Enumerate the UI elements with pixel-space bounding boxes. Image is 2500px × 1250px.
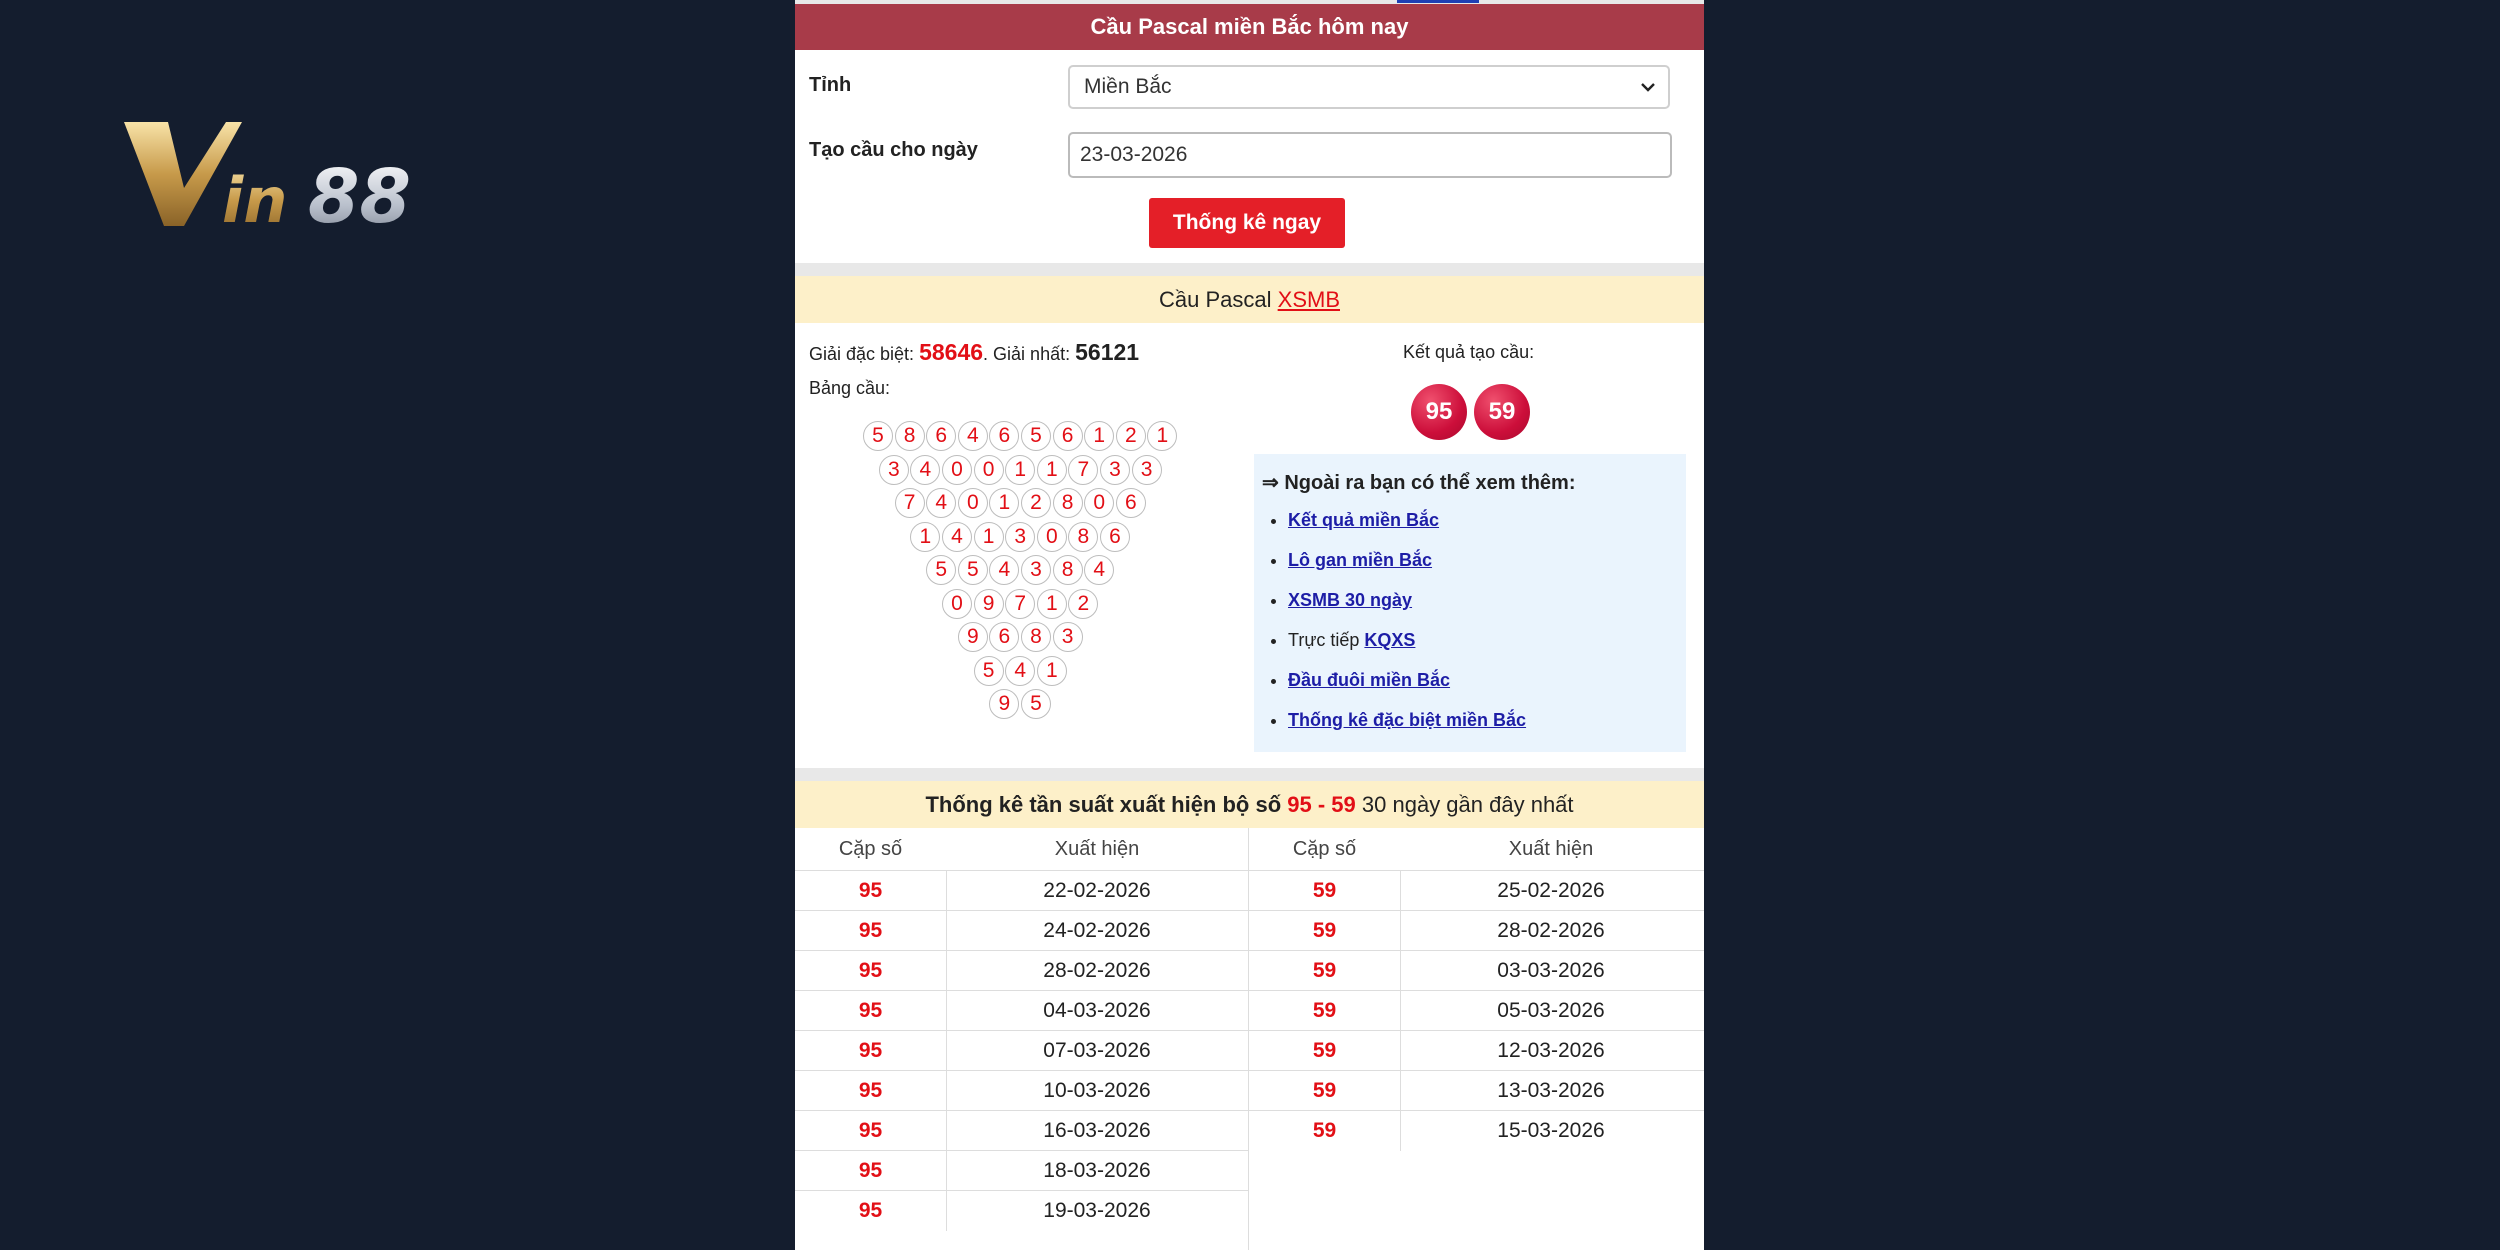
table-row <box>795 1190 1248 1231</box>
pascal-digit: 7 <box>1068 455 1098 485</box>
table-row <box>795 990 1248 1031</box>
pascal-digit: 2 <box>1116 421 1146 451</box>
special-label: Giải đặc biệt: <box>809 344 915 364</box>
table-header <box>1249 828 1704 870</box>
pair-number: 59 <box>1249 951 1401 991</box>
seen-date: 04-03-2026 <box>1043 999 1151 1022</box>
col-pair-header: Cặp số <box>1292 838 1357 860</box>
pascal-digit: 1 <box>1037 589 1067 619</box>
chevron-down-icon <box>1640 79 1656 95</box>
seen-date: 22-02-2026 <box>1043 879 1151 902</box>
stats-panel <box>795 781 1704 1250</box>
see-more-item <box>1288 546 1686 586</box>
seen-date: 12-03-2026 <box>1497 1039 1605 1062</box>
svg-text:88: 88 <box>308 154 411 233</box>
first-label: . Giải nhất: <box>983 344 1071 364</box>
province-select[interactable] <box>1068 65 1670 109</box>
pascal-digit: 5 <box>1021 689 1051 719</box>
seen-date: 07-03-2026 <box>1043 1039 1151 1062</box>
pascal-digit: 0 <box>1084 488 1114 518</box>
table-header <box>795 828 1248 870</box>
pascal-digit: 4 <box>1084 555 1114 585</box>
see-more-list <box>1254 506 1686 746</box>
pascal-digit: 4 <box>942 522 972 552</box>
pascal-digit: 6 <box>989 421 1019 451</box>
stats-title-prefix: Thống kê tần suất xuất hiện bộ số <box>925 792 1282 817</box>
result-ball: 95 <box>1411 384 1467 440</box>
seen-date: 28-02-2026 <box>1043 959 1151 982</box>
pascal-digit: 4 <box>989 555 1019 585</box>
stats-table-right <box>1249 828 1704 1148</box>
pascal-digit: 1 <box>1147 421 1177 451</box>
stats-title <box>795 781 1704 828</box>
first-value: 56121 <box>1075 339 1140 365</box>
pascal-digit: 8 <box>895 421 925 451</box>
pascal-title <box>795 276 1704 323</box>
pascal-digit: 1 <box>910 522 940 552</box>
pascal-digit: 4 <box>958 421 988 451</box>
pascal-digit: 1 <box>974 522 1004 552</box>
form-title: Cầu Pascal miền Bắc hôm nay <box>795 4 1704 50</box>
province-value: Miền Bắc <box>1084 75 1172 98</box>
table-row <box>1249 1110 1704 1151</box>
pair-number: 59 <box>1249 1111 1401 1151</box>
prize-info <box>809 339 1139 366</box>
seen-date: 19-03-2026 <box>1043 1199 1151 1222</box>
date-label: Tạo cầu cho ngày <box>809 139 978 161</box>
pair-number: 95 <box>795 871 947 911</box>
seen-date: 18-03-2026 <box>1043 1159 1151 1182</box>
pair-number: 95 <box>795 1111 947 1151</box>
pair-number: 59 <box>1249 1031 1401 1071</box>
pascal-digit: 5 <box>863 421 893 451</box>
table-row <box>1249 1070 1704 1111</box>
pascal-digit: 4 <box>910 455 940 485</box>
col-seen-header: Xuất hiện <box>1508 838 1594 860</box>
pascal-digit: 3 <box>879 455 909 485</box>
pair-number: 95 <box>795 1191 947 1231</box>
pair-number: 95 <box>795 1071 947 1111</box>
special-value: 58646 <box>919 339 984 365</box>
table-row <box>1249 990 1704 1031</box>
link-kqxs[interactable]: KQXS <box>1364 630 1416 650</box>
pascal-digit: 4 <box>1005 656 1035 686</box>
seen-date: 10-03-2026 <box>1043 1079 1151 1102</box>
date-input[interactable]: 23-03-2026 <box>1068 132 1672 178</box>
link-ket-qua-mien-bac[interactable]: Kết quả miền Bắc <box>1288 510 1440 530</box>
seen-date: 16-03-2026 <box>1043 1119 1151 1142</box>
see-more-item <box>1288 626 1686 666</box>
pair-number: 95 <box>795 951 947 991</box>
pair-number: 95 <box>795 1031 947 1071</box>
pascal-digit: 0 <box>958 488 988 518</box>
pascal-panel <box>795 276 1704 768</box>
pascal-digit: 8 <box>1068 522 1098 552</box>
pascal-digit: 1 <box>989 488 1019 518</box>
table-row <box>1249 910 1704 951</box>
pascal-digit: 1 <box>1005 455 1035 485</box>
stats-title-suffix: 30 ngày gần đây nhất <box>1361 792 1574 817</box>
pascal-digit: 0 <box>974 455 1004 485</box>
table-row <box>795 950 1248 991</box>
see-more-item <box>1288 706 1686 746</box>
see-more-title: ⇒ Ngoài ra bạn có thể xem thêm: <box>1262 472 1576 494</box>
pascal-digit: 8 <box>1053 488 1083 518</box>
pascal-digit: 5 <box>926 555 956 585</box>
seen-date: 03-03-2026 <box>1497 959 1605 982</box>
item-prefix: Trực tiếp <box>1288 630 1365 650</box>
pascal-digit: 6 <box>989 622 1019 652</box>
seen-date: 28-02-2026 <box>1497 919 1605 942</box>
submit-button[interactable]: Thống kê ngay <box>1149 198 1345 248</box>
pascal-digit: 9 <box>989 689 1019 719</box>
table-row <box>795 1030 1248 1071</box>
pascal-digit: 8 <box>1021 622 1051 652</box>
see-more-item <box>1288 666 1686 706</box>
pair-number: 59 <box>1249 991 1401 1031</box>
pascal-digit: 4 <box>926 488 956 518</box>
seen-date: 25-02-2026 <box>1497 879 1605 902</box>
result-ball: 59 <box>1474 384 1530 440</box>
pascal-digit: 6 <box>1100 522 1130 552</box>
col-seen-header: Xuất hiện <box>1054 838 1140 860</box>
seen-date: 15-03-2026 <box>1497 1119 1605 1142</box>
pascal-digit: 0 <box>942 455 972 485</box>
pascal-digit: 6 <box>926 421 956 451</box>
table-row <box>795 1110 1248 1151</box>
pair-number: 95 <box>795 911 947 951</box>
link-thong-ke-dac-biet[interactable]: Thống kê đặc biệt miền Bắc <box>1288 710 1527 730</box>
pascal-digit: 1 <box>1037 455 1067 485</box>
seen-date: 05-03-2026 <box>1497 999 1605 1022</box>
pascal-digit: 3 <box>1053 622 1083 652</box>
pascal-digit: 9 <box>974 589 1004 619</box>
pair-number: 95 <box>795 991 947 1031</box>
pair-number: 59 <box>1249 911 1401 951</box>
stats-title-pair: 95 - 59 <box>1287 792 1356 817</box>
vin88-logo <box>122 118 482 233</box>
table-row <box>1249 950 1704 991</box>
pascal-digit: 5 <box>1021 421 1051 451</box>
xsmb-link[interactable]: XSMB <box>1277 287 1340 312</box>
pascal-digit: 1 <box>1037 656 1067 686</box>
main-column <box>795 0 1704 1250</box>
pascal-digit: 6 <box>1116 488 1146 518</box>
link-xsmb-30-ngay[interactable]: XSMB 30 ngày <box>1288 590 1413 610</box>
pascal-digit: 6 <box>1053 421 1083 451</box>
see-more-box <box>1254 454 1686 752</box>
col-pair-header: Cặp số <box>838 838 903 860</box>
top-link-underline[interactable] <box>1397 0 1479 3</box>
seen-date: 13-03-2026 <box>1497 1079 1605 1102</box>
link-dau-duoi-mien-bac[interactable]: Đầu đuôi miền Bắc <box>1288 670 1451 690</box>
table-row <box>795 870 1248 911</box>
province-label: Tỉnh <box>809 74 852 96</box>
pair-number: 59 <box>1249 1071 1401 1111</box>
seen-date: 24-02-2026 <box>1043 919 1151 942</box>
pascal-digit: 1 <box>1084 421 1114 451</box>
table-row <box>1249 870 1704 911</box>
pascal-digit: 0 <box>942 589 972 619</box>
result-label: Kết quả tạo cầu: <box>1403 342 1535 362</box>
stats-table-left <box>795 828 1249 1250</box>
pascal-digit: 3 <box>1132 455 1162 485</box>
link-lo-gan-mien-bac[interactable]: Lô gan miền Bắc <box>1288 550 1433 570</box>
pascal-digit: 5 <box>958 555 988 585</box>
pair-number: 95 <box>795 1151 947 1191</box>
pascal-digit: 9 <box>958 622 988 652</box>
pascal-digit: 2 <box>1021 488 1051 518</box>
pascal-table-label: Bảng cầu: <box>809 378 891 398</box>
pascal-digit: 8 <box>1053 555 1083 585</box>
pascal-digit: 7 <box>895 488 925 518</box>
see-more-item <box>1288 506 1686 546</box>
table-row <box>795 1150 1248 1191</box>
pascal-digit: 7 <box>1005 589 1035 619</box>
pascal-title-prefix: Cầu Pascal <box>1159 287 1272 312</box>
pascal-digit: 0 <box>1037 522 1067 552</box>
table-row <box>795 910 1248 951</box>
table-row <box>795 1070 1248 1111</box>
pascal-digit: 3 <box>1021 555 1051 585</box>
pascal-digit: 5 <box>974 656 1004 686</box>
table-row <box>1249 1030 1704 1071</box>
svg-text:in: in <box>222 164 288 233</box>
form-panel <box>795 4 1704 263</box>
pascal-digit: 3 <box>1100 455 1130 485</box>
see-more-item <box>1288 586 1686 626</box>
pascal-digit: 2 <box>1068 589 1098 619</box>
pair-number: 59 <box>1249 871 1401 911</box>
pascal-digit: 3 <box>1005 522 1035 552</box>
